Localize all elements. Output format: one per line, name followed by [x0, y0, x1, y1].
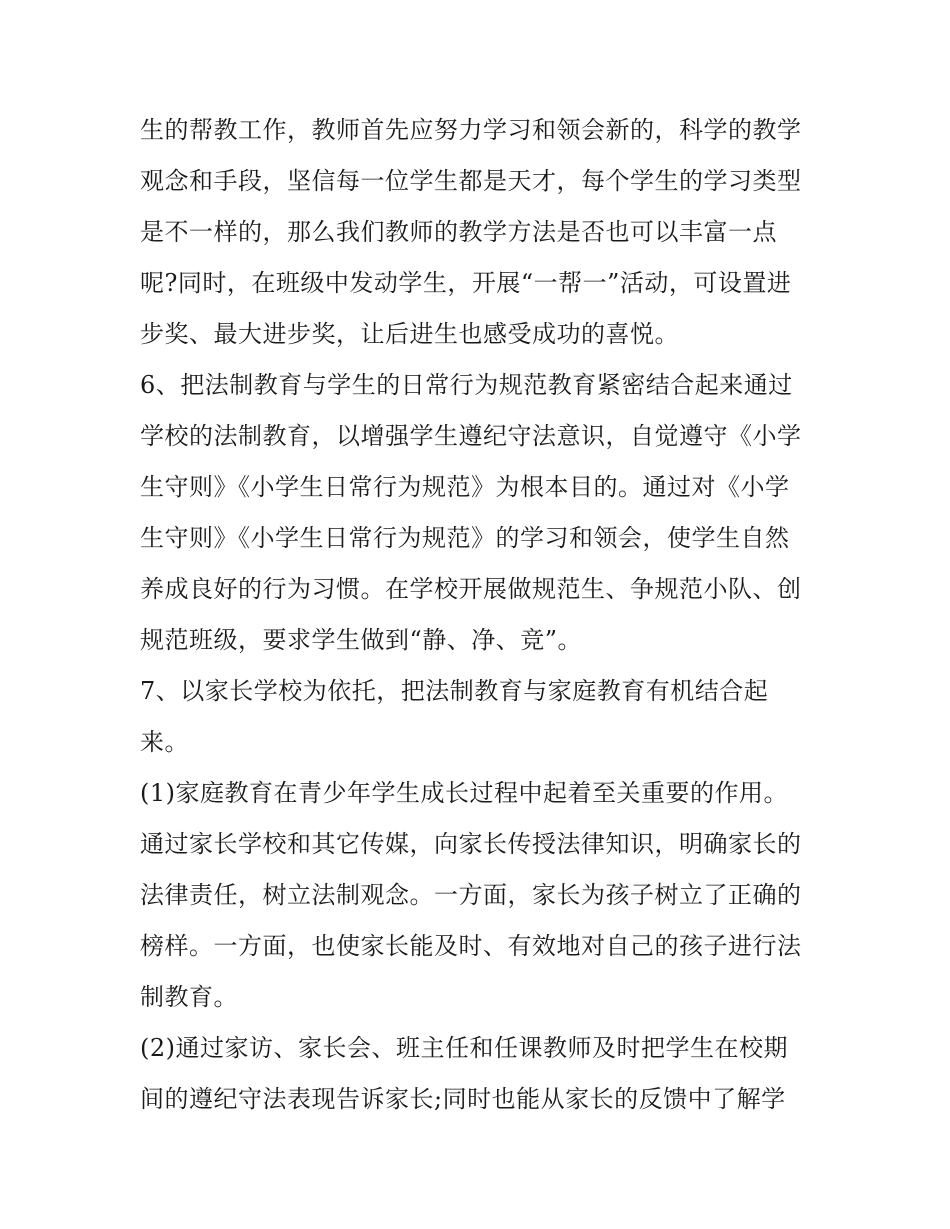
section-heading-6: 6、把法制教育与学生的日常行为规范教育紧密结合起来通过 — [140, 371, 793, 399]
text-line: 生守则》《小学生日常行为规范》的学习和领会，使学生自然 — [140, 524, 790, 552]
section-heading-7: 7、以家长学校为依托，把法制教育与家庭教育有机结合起 — [140, 677, 769, 705]
text-line: 呢?同时，在班级中发动学生，开展“一帮一”活动，可设置进 — [140, 269, 792, 297]
text-line: 观念和手段，坚信每一位学生都是天才，每个学生的学习类型 — [140, 167, 802, 195]
text-line: 生守则》《小学生日常行为规范》为根本目的。通过对《小学 — [140, 473, 790, 501]
text-line: 规范班级，要求学生做到“静、净、竞”。 — [140, 626, 583, 654]
text-line: 是不一样的，那么我们教师的教学方法是否也可以丰富一点 — [140, 218, 777, 246]
text-line: 生的帮教工作，教师首先应努力学习和领会新的，科学的教学 — [140, 116, 802, 144]
text-line: 通过家长学校和其它传媒，向家长传授法律知识，明确家长的 — [140, 830, 802, 858]
text-line: 养成良好的行为习惯。在学校开展做规范生、争规范小队、创 — [140, 575, 802, 603]
text-line: 制教育。 — [140, 983, 238, 1011]
text-line: 来。 — [140, 728, 189, 756]
text-line: 学校的法制教育，以增强学生遵纪守法意识，自觉遵守《小学 — [140, 422, 802, 450]
subsection-1: (1)家庭教育在青少年学生成长过程中起着至关重要的作用。 — [140, 779, 788, 807]
text-line: 榜样。一方面，也使家长能及时、有效地对自己的孩子进行法 — [140, 932, 802, 960]
text-line: 间的遵纪守法表现告诉家长;同时也能从家长的反馈中了解学 — [140, 1085, 786, 1113]
document-body — [140, 108, 830, 1128]
text-line: 法律责任，树立法制观念。一方面，家长为孩子树立了正确的 — [140, 881, 802, 909]
subsection-2: (2)通过家访、家长会、班主任和任课教师及时把学生在校期 — [140, 1034, 788, 1062]
text-line: 步奖、最大进步奖，让后进生也感受成功的喜悦。 — [140, 320, 679, 348]
